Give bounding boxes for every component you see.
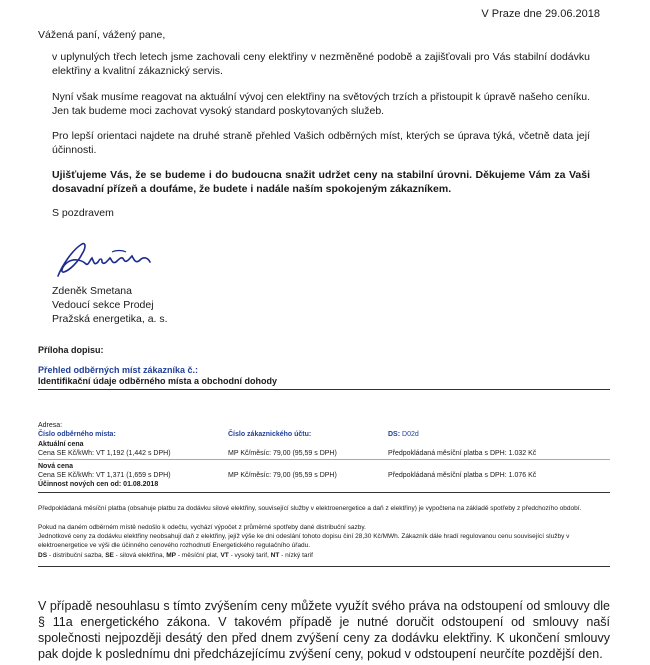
current-price-label: Aktuální cena [38,441,84,448]
table-row-divider [38,459,610,460]
legend-ds-text: - distribuční sazba, [47,552,106,559]
legend-mp-key: MP [166,552,177,559]
legend-nt-text: - nízký tarif [279,552,313,559]
paragraph-1: v uplynulých třech letech jsme zachovali ceny elektřiny v nezměněné podobě a zajišťovali pro Vás stabilní dodávku elektřiny a kvalitní zákaznický servis. [52,51,590,77]
new-price: Cena SE Kč/kWh: VT 1,371 (1,659 s DPH) [38,472,171,479]
note-3: Jednotkové ceny za dodávku elektřiny neobsahují daň z elektřiny, jejíž výše ke dni odeslání tohoto dopisu činí 28,30 Kč/MWh. Zákazník dále hradí regulovanou cenu související služby v elektroenergetice ve výši dle účinného cenového rozhodnutí Energetického regulačního úřadu. [38,533,570,549]
note-2: Pokud na daném odběrném místě nedošlo k odečtu, vychází výpočet z průměrné spotřeby dané distribuční sazby. [38,524,366,531]
letter-date: V Praze dne 29.06.2018 [481,8,600,20]
abbreviation-legend [38,552,610,561]
legend-ds-key: DS [38,552,48,559]
withdrawal-paragraph: V případě nesouhlasu s tímto zvýšením ceny můžete využít svého práva na odstoupení od smlouvy dle § 11a energetického zákona. V takovém případě je nutné doručit odstoupení od smlouvy naší společnosti nejpozději desátý den před dnem zvýšení ceny za dodávku elektřiny. K ukončení smlouvy pak dojde k poslednímu dni předcházejícímu zvýšení ceny, pokud v odstoupení neurčíte pozdější den. [38,599,610,661]
current-monthly: Předpokládaná měsíční platba s DPH: 1.032 Kč [388,450,537,457]
legend-se-text: - silová elektřina, [113,552,167,559]
signature-image [52,236,162,282]
ds-value: D02d [402,431,419,438]
current-mp: MP Kč/měsíc: 79,00 (95,59 s DPH) [228,450,337,457]
divider-bottom [38,566,610,567]
legend-nt-key: NT [270,552,280,559]
legend-se-key: SE [105,552,114,559]
closing: S pozdravem [52,207,114,219]
attachment-label: Příloha dopisu: [38,345,104,355]
legend-mp-text: - měsíční plat, [176,552,221,559]
col-ds [388,430,419,439]
current-price: Cena SE Kč/kWh: VT 1,192 (1,442 s DPH) [38,450,171,457]
new-price-label: Nová cena [38,463,74,470]
address-label: Adresa: [38,422,63,429]
divider-mid [38,492,610,493]
col-customer-account: Číslo zákaznického účtu: [228,431,312,438]
divider-top [38,389,610,390]
paragraph-3: Pro lepší orientaci najdete na druhé straně přehled Vašich odběrných míst, kterých se úprava týká, včetně data její účinnosti. [52,130,590,156]
attachment-subtitle: Identifikační údaje odběrného místa a obchodní dohody [38,376,278,386]
new-monthly: Předpokládaná měsíční platba s DPH: 1.076 Kč [388,472,537,479]
legend-vt-key: VT [220,552,229,559]
salutation: Vážená paní, vážený pane, [38,29,166,41]
bold-paragraph: Ujišťujeme Vás, že se budeme i do budoucna snažit udržet ceny na stabilní úrovni. Děkujeme Vám za Vaši dosavadní přízeň a doufáme, že budete i nadále naším spokojeným zákazníkem. [52,169,590,195]
col-delivery-point: Číslo odběrného místa: [38,431,116,438]
legend-vt-text: - vysoký tarif, [228,552,271,559]
signer-name: Zdeněk Smetana [52,285,132,297]
signer-company: Pražská energetika, a. s. [52,313,168,325]
signer-role: Vedoucí sekce Prodej [52,299,154,311]
attachment-title: Přehled odběrných míst zákazníka č.: [38,365,199,375]
ds-label: DS: [388,431,401,438]
new-mp: MP Kč/měsíc: 79,00 (95,59 s DPH) [228,472,337,479]
effective-date: Účinnost nových cen od: 01.08.2018 [38,481,159,488]
note-1: Předpokládaná měsíční platba (obsahuje platbu za dodávku silové elektřiny, související služby v elektroenergetice a daň z elektřiny) je vypočtena na základě spotřeby z předchozího období. [38,505,582,512]
paragraph-2: Nyní však musíme reagovat na aktuální vývoj cen elektřiny na světových trzích a přistoupit k úpravě našeho ceníku. Jen tak budeme moci zachovat vysoký standard poskytovaných služeb. [52,91,590,117]
